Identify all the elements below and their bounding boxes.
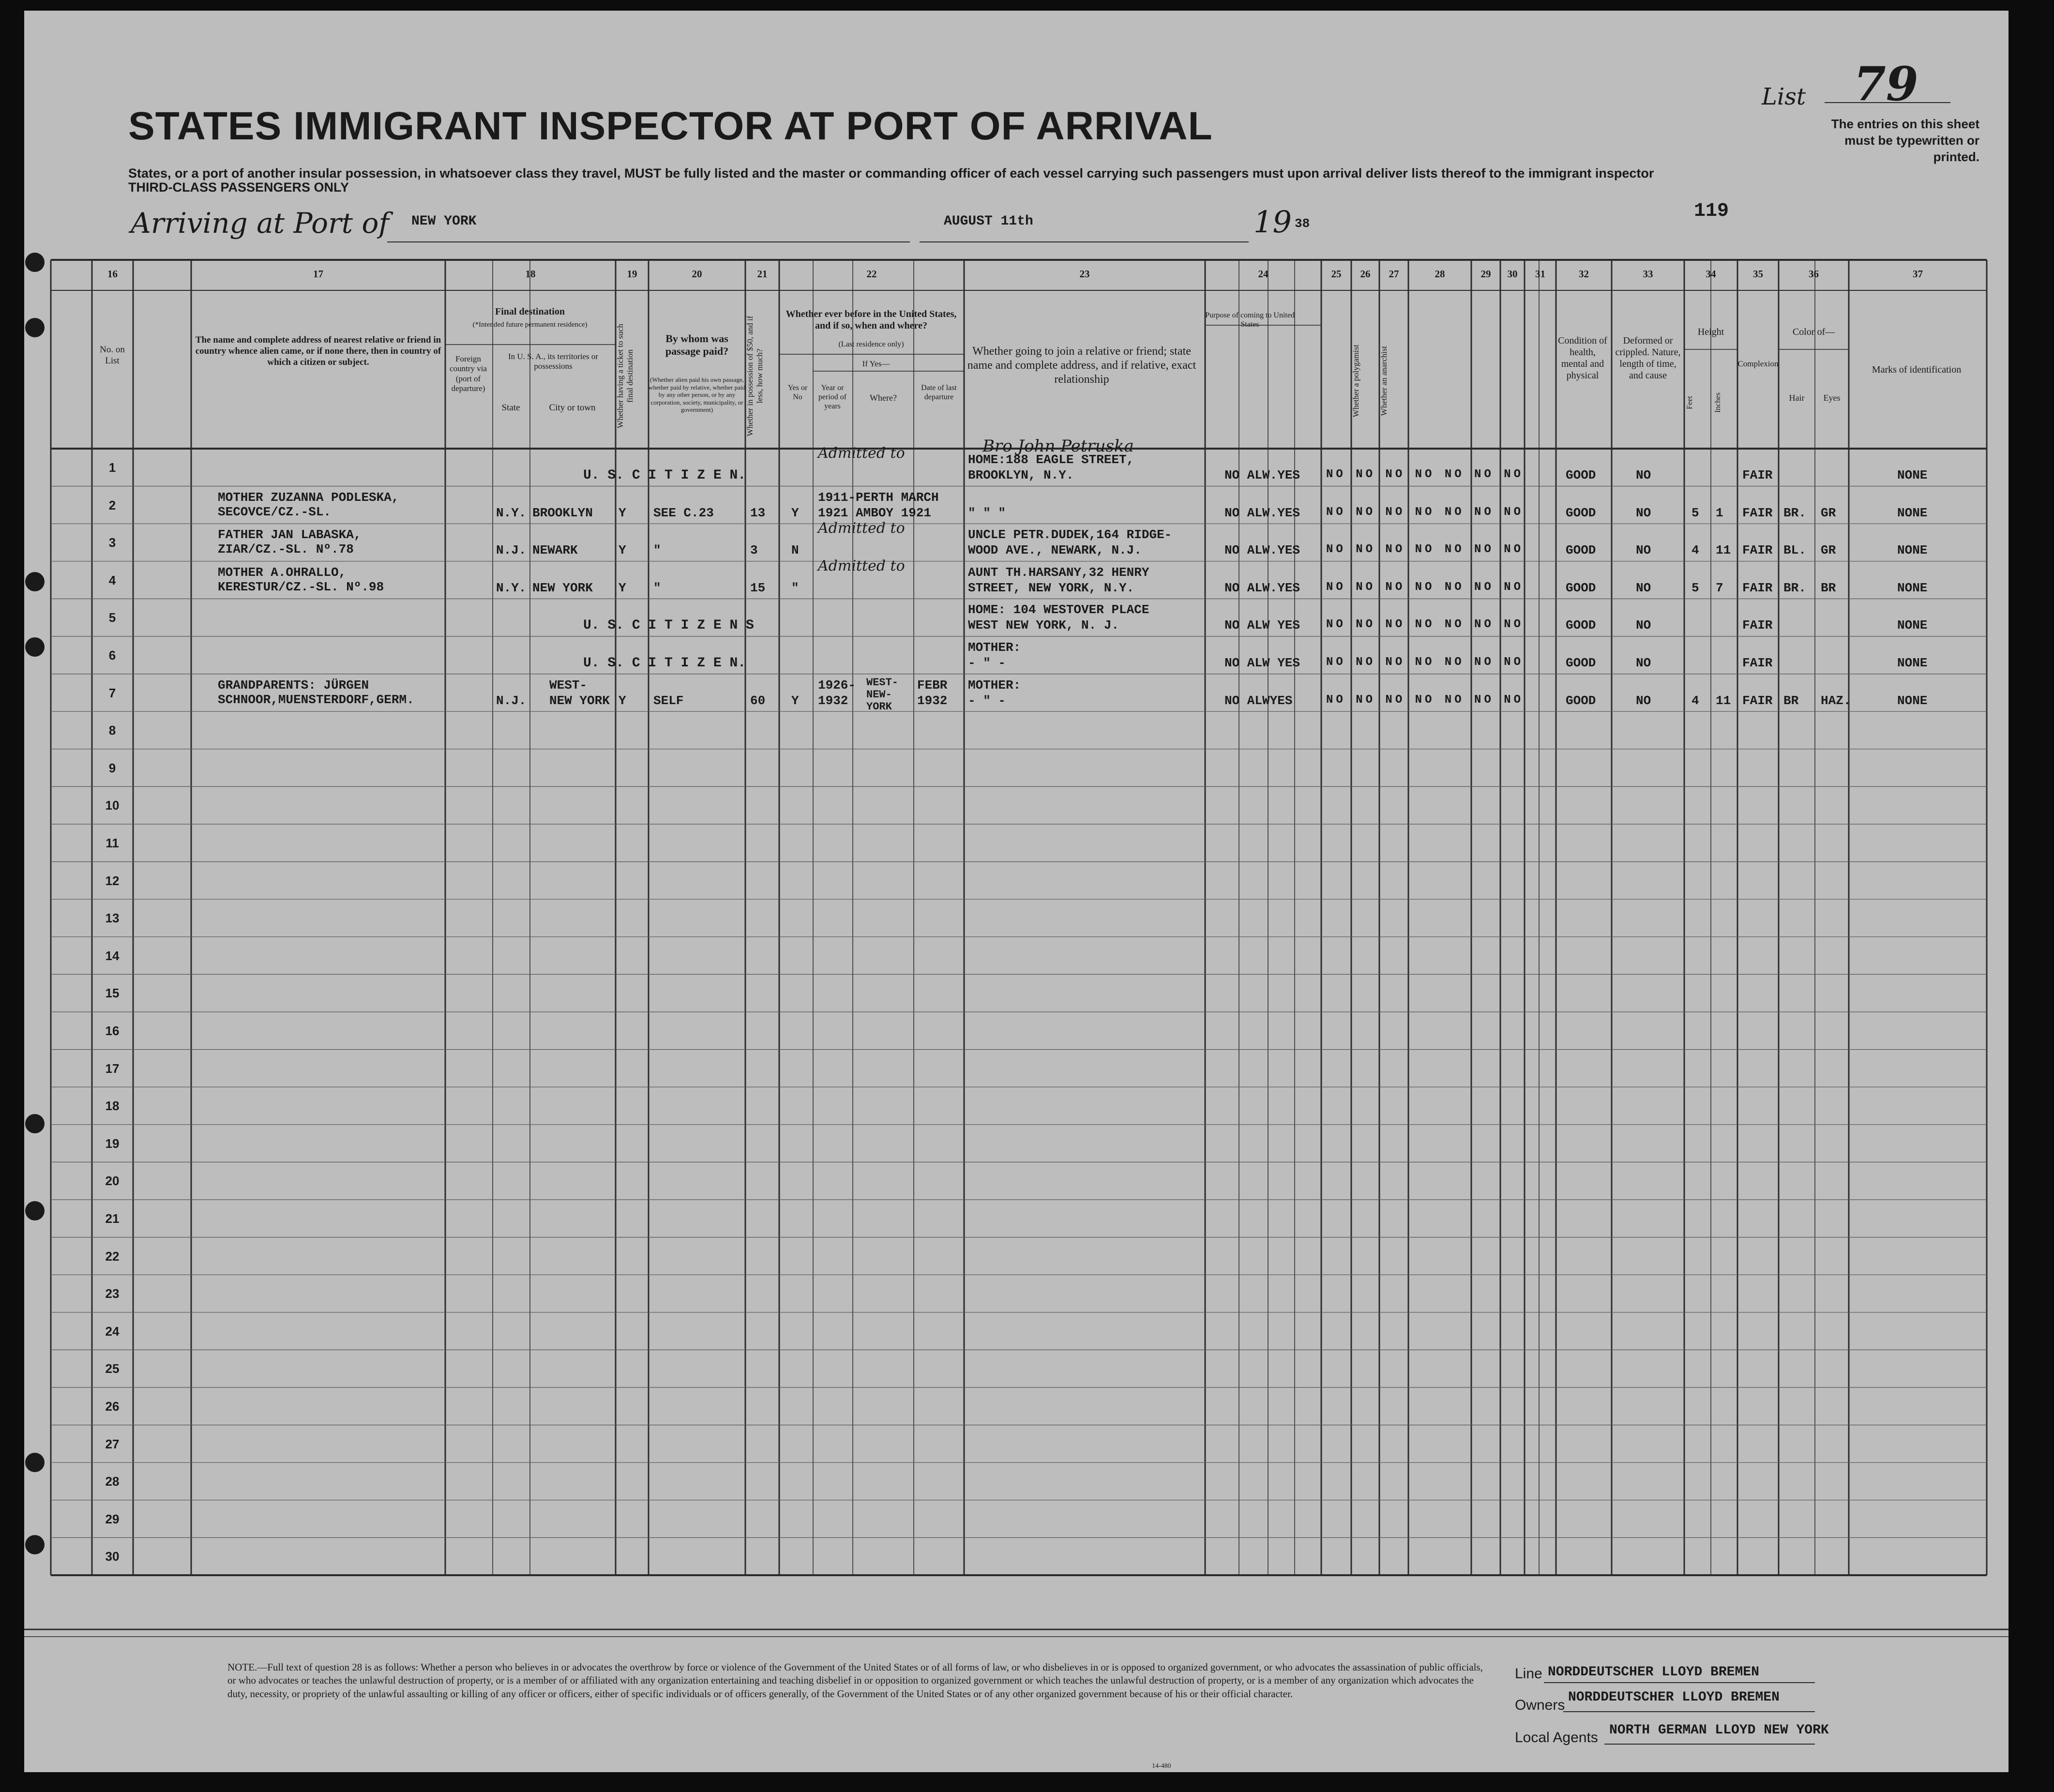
money-value: 15 (750, 580, 766, 595)
marks-value: NONE (1897, 580, 1928, 595)
line-label: Line (1515, 1666, 1542, 1682)
hair-color: BR. (1783, 505, 1806, 520)
arriving-label: Arriving at Port of (131, 207, 389, 240)
row-number: 28 (105, 1474, 120, 1489)
form-number: 14-480 (1152, 1762, 1171, 1770)
height-inches: 11 (1716, 693, 1731, 708)
row-number: 25 (105, 1361, 120, 1376)
punch-hole (25, 637, 45, 657)
joining-address: UNCLE PETR.DUDEK,164 RIDGE- (968, 527, 1172, 542)
row-number: 14 (105, 948, 120, 963)
handwritten-note: Admitted to (818, 520, 905, 537)
date-departure: 1932 (917, 693, 948, 708)
header-relative-abroad: The name and complete address of nearest relative or friend in country whence alien came, or if none there, then in country of which a citizen or subject. (195, 335, 441, 367)
destination-state: N.J. (496, 543, 527, 558)
year-prefix: 19 (1254, 204, 1292, 240)
row-number: 27 (105, 1436, 120, 1451)
column-number: 24 (1258, 268, 1269, 280)
row1-handwritten-name: Bro John Petruska (982, 437, 1134, 456)
health-condition: GOOD (1566, 468, 1596, 482)
row-number: 12 (105, 873, 120, 888)
marks-value: NONE (1897, 693, 1928, 708)
height-feet: 4 (1692, 693, 1699, 708)
page-title: STATES IMMIGRANT INSPECTOR AT PORT OF ARRIVAL (128, 104, 1213, 148)
marks-value: NONE (1897, 543, 1928, 558)
punch-hole (25, 1453, 45, 1472)
punch-hole (25, 1201, 45, 1220)
column-number: 22 (866, 268, 877, 280)
row-number: 23 (105, 1286, 120, 1301)
column-number: 21 (757, 268, 768, 280)
header-final-destination-note: (*Intended future permanent residence) (472, 321, 588, 329)
header-polygamist: Whether a polygamist (1351, 344, 1360, 418)
passage-paid: " (653, 543, 661, 558)
hair-color: BR. (1783, 580, 1806, 595)
list-number: 79 (1854, 57, 1918, 111)
handwritten-note: Admitted to (818, 557, 905, 574)
row-number: 20 (105, 1174, 120, 1189)
deformed-value: NO (1636, 543, 1651, 558)
marks-value: NONE (1897, 656, 1928, 670)
destination-state: N.Y. (496, 580, 527, 595)
citizen-status: U. S. C I T I Z E N. (583, 656, 746, 671)
joining-address: BROOKLYN, N.Y. (968, 468, 1074, 482)
date-value: AUGUST 11th (944, 214, 1033, 229)
row-number: 3 (108, 535, 116, 550)
deformed-value: NO (1636, 580, 1651, 595)
line-value: NORDDEUTSCHER LLOYD BREMEN (1548, 1665, 1759, 1680)
header-city: City or town (549, 403, 596, 413)
column-number: 20 (692, 268, 702, 280)
ever-where: YORK (866, 700, 892, 713)
purpose-values: NO ALW.YES (1224, 580, 1300, 595)
footer-note: NOTE.—Full text of question 28 is as follows: Whether a person who believes in or advocates the overthrow by force or violence of the Government of the United States or of all forms of law, or who disbelieves in or is opposed to organized government, or who advocates the assassination of public officials, or who advocates or teaches the unlawful destruction of property, or is a member of or affiliated with any organization entertaining and teaching disbelief in or opposition to organized government or which teaches the unlawful destruction of property, or is a member of any organization which advocates the duty, necessity, or propriety of the unlawful assaulting or killing of any officer or officers, either of specific individuals or of officers generally, of the Government of the United States or of any other organized government because of his or their official character. (227, 1661, 1483, 1700)
ever-years: 1932 (818, 693, 848, 708)
row-number: 29 (105, 1511, 120, 1526)
deformed-value: NO (1636, 693, 1651, 708)
header-eyes: Eyes (1823, 393, 1841, 403)
row-number: 5 (108, 610, 116, 625)
row-number: 10 (105, 798, 120, 813)
column-number: 30 (1507, 268, 1518, 280)
eye-color: HAZ. (1821, 693, 1851, 708)
height-feet: 4 (1692, 543, 1699, 558)
passage-paid: SELF (653, 693, 684, 708)
joining-address: MOTHER: (968, 640, 1021, 655)
header-where: Where? (870, 393, 897, 403)
column-number: 31 (1535, 268, 1545, 280)
header-foreign-country: Foreign country via (port of departure) (450, 354, 487, 393)
purpose-values: NO ALW.YES (1224, 468, 1300, 482)
citizen-status: U. S. C I T I Z E N. (583, 468, 746, 483)
relative-address: MOTHER A.OHRALLO, (218, 565, 347, 580)
complexion-value: FAIR (1742, 693, 1773, 708)
header-deformed: Deformed or crippled. Nature, length of time, and cause (1615, 335, 1681, 381)
relative-address: MOTHER ZUZANNA PODLESKA, (218, 490, 399, 505)
agents-value: NORTH GERMAN LLOYD NEW YORK (1609, 1723, 1829, 1738)
column-number: 17 (313, 268, 323, 280)
joining-address: HOME: 104 WESTOVER PLACE (968, 602, 1149, 617)
purpose-values: NO ALW.YES (1224, 505, 1300, 520)
question-answers: NO NO NO NO NO NO NO (1326, 656, 1524, 669)
marks-value: NONE (1897, 505, 1928, 520)
complexion-value: FAIR (1742, 618, 1773, 633)
health-condition: GOOD (1566, 618, 1596, 633)
class-line: THIRD-CLASS PASSENGERS ONLY (128, 180, 349, 195)
row-number: 21 (105, 1211, 120, 1226)
deformed-value: NO (1636, 618, 1651, 633)
ever-where: NEW- (866, 688, 892, 701)
deformed-value: NO (1636, 468, 1651, 482)
ever-before-yn: Y (791, 693, 799, 708)
row-number: 19 (105, 1136, 120, 1151)
header-marks: Marks of identification (1872, 364, 1962, 375)
height-inches: 11 (1716, 543, 1731, 558)
destination-city: NEW YORK (532, 580, 593, 595)
ever-before-yn: N (791, 543, 799, 558)
header-date-departure: Date of last departure (921, 384, 957, 402)
joining-address: AUNT TH.HARSANY,32 HENRY (968, 565, 1149, 580)
destination-city: NEWARK (532, 543, 578, 558)
header-condition: Condition of health, mental and physical (1558, 335, 1607, 381)
header-ever-before-note: (Last residence only) (838, 340, 904, 348)
row-number: 6 (108, 648, 116, 663)
date-departure: FEBR (917, 678, 948, 693)
row-number: 16 (105, 1024, 120, 1038)
row-number: 15 (105, 986, 120, 1001)
column-number: 19 (627, 268, 637, 280)
punch-hole (25, 1114, 45, 1133)
relative-address: FATHER JAN LABASKA, (218, 527, 362, 542)
health-condition: GOOD (1566, 505, 1596, 520)
complexion-value: FAIR (1742, 656, 1773, 670)
row-number: 24 (105, 1324, 120, 1339)
column-number: 16 (107, 268, 118, 280)
ticket-value: Y (619, 505, 626, 520)
health-condition: GOOD (1566, 693, 1596, 708)
owners-label: Owners (1515, 1697, 1565, 1713)
ever-years: 1911-PERTH MARCH (818, 490, 939, 505)
joining-address: WOOD AVE., NEWARK, N.J. (968, 543, 1142, 558)
height-feet: 5 (1692, 505, 1699, 520)
joining-address: STREET, NEW YORK, N.Y. (968, 580, 1134, 595)
sheet-number: 119 (1694, 200, 1729, 222)
purpose-values: NO ALWYES (1224, 693, 1293, 708)
marks-value: NONE (1897, 468, 1928, 482)
header-in-usa: In U. S. A., its territories or possessions (508, 352, 599, 371)
question-answers: NO NO NO NO NO NO NO (1326, 543, 1524, 557)
hair-color: BL. (1783, 543, 1806, 558)
passage-paid: " (653, 580, 661, 595)
joining-address: MOTHER: (968, 678, 1021, 693)
eye-color: BR (1821, 580, 1836, 595)
ever-before-yn: Y (791, 505, 799, 520)
year-suffix: 38 (1295, 216, 1310, 231)
destination-state: N.J. (496, 693, 527, 708)
deformed-value: NO (1636, 656, 1651, 670)
column-number: 25 (1331, 268, 1342, 280)
header-complexion: Complexion (1737, 359, 1779, 368)
manifest-sheet (24, 11, 2009, 1772)
question-answers: NO NO NO NO NO NO NO (1326, 580, 1524, 594)
purpose-values: NO ALW.YES (1224, 543, 1300, 558)
ever-years: 1926- (818, 678, 856, 693)
joining-address: - " - (968, 693, 1006, 708)
question-answers: NO NO NO NO NO NO NO (1326, 618, 1524, 632)
marks-value: NONE (1897, 618, 1928, 633)
height-inches: 1 (1716, 505, 1723, 520)
punch-hole (25, 318, 45, 337)
column-number: 26 (1360, 268, 1371, 280)
header-passage-paid: By whom was passage paid? (665, 332, 729, 358)
header-inches: Inches (1714, 392, 1722, 413)
column-number: 36 (1809, 268, 1819, 280)
row-number: 2 (108, 497, 116, 512)
purpose-values: NO ALW YES (1224, 618, 1300, 633)
height-feet: 5 (1692, 580, 1699, 595)
list-label: List (1762, 83, 1806, 110)
column-number: 29 (1480, 268, 1491, 280)
row-number: 17 (105, 1061, 120, 1076)
complexion-value: FAIR (1742, 543, 1773, 558)
row-number: 9 (108, 760, 116, 775)
question-answers: NO NO NO NO NO NO NO (1326, 468, 1524, 481)
relative-address: ZIAR/CZ.-SL. Nº.78 (218, 542, 354, 557)
complexion-value: FAIR (1742, 580, 1773, 595)
ticket-value: Y (619, 693, 626, 708)
passage-paid: SEE C.23 (653, 505, 714, 520)
instructions-text: States, or a port of another insular possession, in whatsoever class they travel, MUST be fully listed and the master or commanding officer of each vessel carrying such passengers must upon arrival deliver lists thereof to the immigrant inspector (128, 166, 1654, 181)
purpose-values: NO ALW YES (1224, 656, 1300, 670)
port-value: NEW YORK (411, 214, 477, 229)
money-value: 13 (750, 505, 766, 520)
row-number: 11 (106, 836, 119, 850)
destination-city: NEW YORK (549, 693, 610, 708)
row-number: 8 (108, 723, 116, 738)
joining-address: - " - (968, 656, 1006, 670)
joining-address: " " " (968, 505, 1006, 520)
column-number: 37 (1913, 268, 1923, 280)
complexion-value: FAIR (1742, 468, 1773, 482)
header-yes-no: Yes or No (787, 384, 808, 402)
header-ever-before: Whether ever before in the United States, and if so, when and where? (785, 309, 957, 331)
entries-note: The entries on this sheet must be typewritten or printed. (1831, 117, 1979, 164)
relative-address: GRANDPARENTS: JÜRGEN (218, 678, 369, 693)
column-number: 33 (1643, 268, 1653, 280)
eye-color: GR (1821, 505, 1836, 520)
relative-address: SECOVCE/CZ.-SL. (218, 504, 332, 519)
header-state: State (501, 403, 520, 413)
ticket-value: Y (619, 543, 626, 558)
deformed-value: NO (1636, 505, 1651, 520)
row-number: 4 (108, 572, 116, 587)
health-condition: GOOD (1566, 543, 1596, 558)
relative-address: KERESTUR/CZ.-SL. Nº.98 (218, 579, 384, 594)
column-number: 23 (1079, 268, 1090, 280)
header-height: Height (1697, 327, 1724, 337)
agents-label: Local Agents (1515, 1730, 1598, 1746)
ticket-value: Y (619, 580, 626, 595)
ever-where: WEST- (866, 676, 899, 689)
question-answers: NO NO NO NO NO NO NO (1326, 505, 1524, 519)
header-feet: Feet (1686, 396, 1694, 409)
relative-address: SCHNOOR,MUENSTERDORF,GERM. (218, 692, 414, 707)
destination-state: N.Y. (496, 505, 527, 520)
header-hair: Hair (1789, 393, 1805, 403)
money-value: 3 (750, 543, 758, 558)
money-value: 60 (750, 693, 766, 708)
ever-before-yn: " (791, 580, 799, 595)
header-no-on-list: No. on List (100, 345, 125, 366)
destination-city: BROOKLYN (532, 505, 593, 520)
height-inches: 7 (1716, 580, 1723, 595)
column-number: 35 (1753, 268, 1763, 280)
column-number: 28 (1435, 268, 1445, 280)
header-final-destination: Final destination (495, 306, 565, 317)
joining-address: HOME:188 EAGLE STREET, (968, 452, 1134, 467)
row-number: 30 (105, 1549, 120, 1564)
eye-color: GR (1821, 543, 1836, 558)
destination-city: WEST- (549, 678, 588, 693)
row-number: 7 (108, 685, 116, 700)
row-number: 1 (108, 460, 116, 475)
ever-years: 1921 AMBOY 1921 (818, 505, 932, 520)
punch-hole (25, 1535, 45, 1554)
row-number: 18 (105, 1099, 120, 1114)
header-if-yes: If Yes— (862, 359, 890, 368)
header-anarchist: Whether an anarchist (1379, 346, 1389, 416)
header-fifty-dollars: Whether in possession of $50, and if less, how much? (745, 316, 765, 437)
health-condition: GOOD (1566, 656, 1596, 670)
column-number: 18 (525, 268, 536, 280)
punch-hole (25, 253, 45, 272)
punch-hole (25, 572, 45, 591)
owners-value: NORDDEUTSCHER LLOYD BREMEN (1568, 1690, 1780, 1705)
joining-address: WEST NEW YORK, N. J. (968, 618, 1119, 633)
row-number: 22 (105, 1249, 120, 1264)
header-joining: Whether going to join a relative or friend; state name and complete address, and if relative, exact relationship (967, 345, 1196, 386)
header-ticket: Whether having a ticket to such final destination (616, 324, 635, 428)
column-number: 32 (1579, 268, 1589, 280)
handwritten-note: Admitted to (818, 445, 905, 462)
header-passage-note: (Whether alien paid his own passage, whether paid by relative, whether paid by any other person, or by any corporation, society, municipality, or government) (649, 376, 745, 414)
hair-color: BR (1783, 693, 1799, 708)
question-answers: NO NO NO NO NO NO NO (1326, 693, 1524, 707)
row-number: 26 (105, 1399, 120, 1414)
header-purpose: Purpose of coming to United States (1205, 311, 1295, 329)
column-number: 34 (1706, 268, 1716, 280)
column-number: 27 (1389, 268, 1399, 280)
citizen-status: U. S. C I T I Z E N S (583, 618, 754, 633)
header-color-of: Color of— (1792, 327, 1835, 337)
header-year-period: Year or period of years (818, 384, 847, 411)
complexion-value: FAIR (1742, 505, 1773, 520)
health-condition: GOOD (1566, 580, 1596, 595)
row-number: 13 (105, 911, 120, 926)
